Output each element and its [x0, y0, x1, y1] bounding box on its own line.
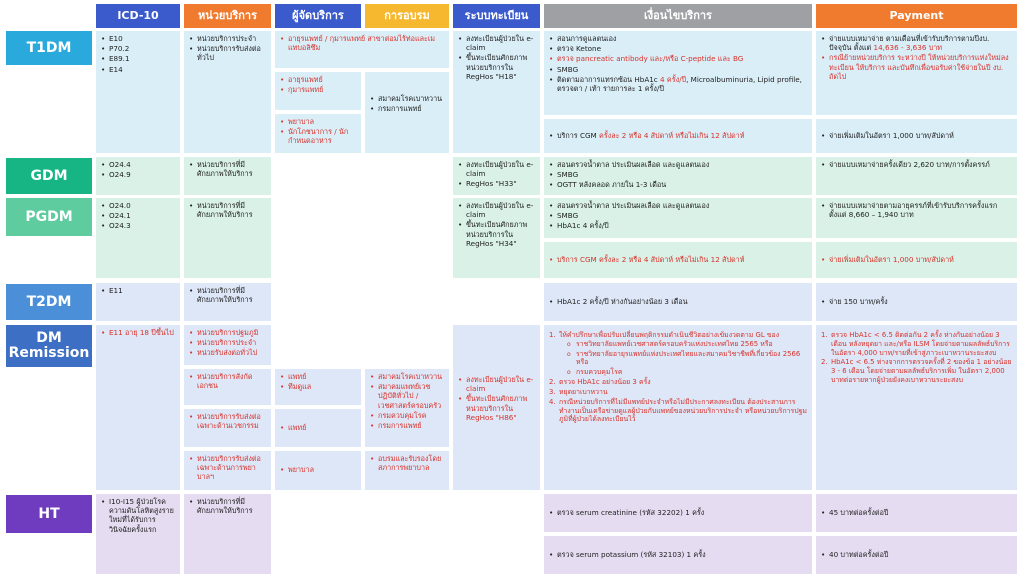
list-item: • O24.0	[101, 201, 175, 210]
gdm-icd	[96, 157, 180, 195]
list-item: • หน่วยบริการที่มีศักยภาพให้บริการ	[189, 201, 266, 219]
list-item: • อายุรแพทย์ / กุมารแพทย์ สาขาต่อมไร้ท่อและเมแทบอลิซึม	[280, 34, 444, 52]
header-conditions: เงื่อนไขบริการ	[544, 4, 812, 28]
list-item: • หน่วยบริการที่มีศักยภาพให้บริการ	[189, 160, 266, 178]
t2dm-unit	[184, 283, 271, 321]
list-item: • หน่วยบริการรับส่งต่อเฉพาะด้านการพยาบาลฯ	[189, 454, 266, 482]
list-item: • E11	[101, 286, 175, 295]
gdm-conditions	[544, 157, 812, 195]
list-item: • หน่วยบริการสังกัดเอกชน	[189, 372, 266, 390]
t1dm-cgm-payment	[816, 119, 1017, 153]
ht-condition-potassium	[544, 536, 812, 574]
list-item: • O24.3	[101, 221, 175, 230]
header-payment: Payment	[816, 4, 1017, 28]
list-item: • กรมควบคุมโรค	[370, 411, 444, 420]
pgdm-conditions	[544, 198, 812, 238]
ht-payment-potassium	[816, 536, 1017, 574]
list-item: o กรมควบคุมโรค	[567, 368, 807, 377]
gdm-payment	[816, 157, 1017, 195]
text: 14,636 - 3,636 บาท	[873, 43, 943, 53]
list-item: • SMBG	[549, 211, 807, 220]
list-item: • กรมการแพทย์	[370, 421, 444, 430]
list-item: • HbA1c 4 ครั้ง/ปี	[549, 221, 807, 230]
row-label-t1dm: T1DM	[6, 31, 92, 65]
list-item: • ลงทะเบียนผู้ป่วยใน e-claim	[458, 201, 535, 219]
gdm-registry	[453, 157, 540, 195]
list-item: • อบรมและรับรองโดยสภาการพยาบาล	[370, 454, 444, 472]
list-item: 2. ตรวจ HbA1c อย่างน้อย 3 ครั้ง	[549, 378, 807, 387]
list-item: • P70.2	[101, 44, 175, 53]
row-label-pgdm: PGDM	[6, 198, 92, 236]
list-item: • หน่วยบริการรับส่งต่อทั่วไป	[189, 44, 266, 62]
list-item	[549, 75, 807, 93]
gdm-unit	[184, 157, 271, 195]
ht-unit	[184, 494, 271, 574]
pgdm-cgm-payment	[816, 242, 1017, 278]
list-item: • E11 อายุ 18 ปีขึ้นไป	[101, 328, 175, 337]
list-item: • E89.1	[101, 54, 175, 63]
list-item: • สมาคมแพทย์เวชปฏิบัติทั่วไป / เวชศาสตร์ครอบครัว	[370, 382, 444, 410]
list-item: • SMBG	[549, 65, 807, 74]
remission-unit-d	[184, 451, 271, 490]
list-item: • ตรวจ serum potassium (รหัส 32103) 1 ครั้ง	[549, 550, 706, 559]
list-item: • ลงทะเบียนผู้ป่วยใน e-claim	[458, 34, 535, 52]
list-item: • O24.4	[101, 160, 175, 169]
list-item: • ขึ้นทะเบียนศักยภาพหน่วยบริการใน RegHos "H86"	[458, 394, 535, 422]
list-item: • สมาคมโรคเบาหวาน	[370, 372, 444, 381]
list-item: • หน่วยบริการที่มีศักยภาพให้บริการ	[189, 497, 266, 515]
list-item: • บริการ CGM ครั้งละ 2 หรือ 4 สัปดาห์ หรือไม่เกิน 12 สัปดาห์	[549, 255, 744, 264]
list-item: • สอนการดูแลตนเอง	[549, 34, 807, 43]
list-item: • 45 บาทต่อครั้งต่อปี	[821, 508, 888, 517]
list-item	[549, 331, 807, 377]
list-item: • จ่ายแบบเหมาจ่ายตามอายุครรภ์ที่เข้ารับบริการครั้งแรก ตั้งแต่ 8,660 – 1,940 บาท	[821, 201, 1012, 219]
t1dm-provider-c	[275, 114, 361, 153]
list-item: • อายุรแพทย์	[280, 75, 356, 84]
list-item: • จ่ายแบบเหมาจ่ายครั้งเดียว 2,620 บาท/การตั้งครรภ์	[821, 160, 1012, 169]
row-label-gdm: GDM	[6, 158, 92, 194]
header-training: การอบรม	[365, 4, 449, 28]
list-item: • หน่วยรับส่งต่อทั่วไป	[189, 348, 266, 357]
list-item: • ตรวจ pancreatic antibody และ/หรือ C-peptide และ BG	[549, 54, 807, 63]
remission-training-b	[365, 369, 449, 447]
list-item	[821, 34, 1012, 52]
list-item: • ลงทะเบียนผู้ป่วยใน e-claim	[458, 375, 535, 393]
list-item	[549, 131, 744, 140]
header-unit: หน่วยบริการ	[184, 4, 271, 28]
list-item: • O24.1	[101, 211, 175, 220]
header-provider: ผู้จัดบริการ	[275, 4, 361, 28]
header-registry: ระบบทะเบียน	[453, 4, 540, 28]
t1dm-icd	[96, 31, 180, 153]
t1dm-payment	[816, 31, 1017, 115]
list-item: • นักโภชนาการ / นักกำหนดอาหาร	[280, 127, 356, 145]
list-item: • พยาบาล	[280, 465, 314, 474]
list-item: • จ่าย 150 บาท/ครั้ง	[821, 297, 888, 306]
ht-icd	[96, 494, 180, 574]
list-item: • แพทย์	[280, 423, 306, 432]
list-item: • หน่วยบริการประจำ	[189, 338, 266, 347]
list-item: • ลงทะเบียนผู้ป่วยใน e-claim	[458, 160, 535, 178]
pgdm-icd	[96, 198, 180, 278]
list-item: • 40 บาทต่อครั้งต่อปี	[821, 550, 888, 559]
remission-conditions	[544, 325, 812, 490]
t2dm-icd	[96, 283, 180, 321]
remission-provider-c	[275, 409, 361, 447]
t1dm-registry	[453, 31, 540, 153]
remission-registry	[453, 325, 540, 490]
remission-payment	[816, 325, 1017, 490]
list-item: • สมาคมโรคเบาหวาน	[370, 94, 444, 103]
list-item: • สอนตรวจน้ำตาล ประเมินผลเลือด และดูแลตนเอง	[549, 160, 807, 169]
list-item: • จ่ายเพิ่มเติมในอัตรา 1,000 บาท/สัปดาห์	[821, 255, 954, 264]
t1dm-training	[365, 72, 449, 153]
row-label-t2dm: T2DM	[6, 284, 92, 320]
pgdm-unit	[184, 198, 271, 278]
remission-unit-a	[184, 325, 271, 365]
pgdm-payment	[816, 198, 1017, 238]
list-item: • OGTT หลังคลอด ภายใน 1-3 เดือน	[549, 180, 807, 189]
list-item: • จ่ายเพิ่มเติมในอัตรา 1,000 บาท/สัปดาห์	[821, 131, 954, 140]
header-icd: ICD-10	[96, 4, 180, 28]
t2dm-payment	[816, 283, 1017, 321]
text: ติดตามอาการแทรกซ้อน HbA1c	[557, 74, 661, 84]
text: บริการ CGM	[557, 130, 600, 140]
list-item: • หน่วยบริการประจำ	[189, 34, 266, 43]
text: 4 ครั้ง/ปี	[660, 74, 687, 84]
remission-provider-b	[275, 369, 361, 405]
list-item: 3. หยุดยาเบาหวาน	[549, 388, 807, 397]
remission-unit-c	[184, 409, 271, 447]
list-item: • หน่วยบริการปฐมภูมิ	[189, 328, 266, 337]
list-item: • กุมารแพทย์	[280, 85, 356, 94]
list-item: • ตรวจ serum creatinine (รหัส 32202) 1 ครั้ง	[549, 508, 704, 517]
list-item: o ราชวิทยาลัยอายุรแพทย์แห่งประเทศไทยและสมาคมวิชาชีพที่เกี่ยวข้อง 2566 หรือ	[567, 350, 807, 368]
row-label-ht: HT	[6, 495, 92, 533]
row-label-remission: Remission	[8, 345, 90, 361]
list-item: • กรณีย้ายหน่วยบริการ ระหว่างปี ให้หน่วยบริการแห่งใหม่ลงทะเบียน ให้บริการ และบันทึกเพื่อขอรับค่าใช้จ่ายในปี งบ. ถัดไป	[821, 53, 1012, 81]
list-item: • ขึ้นทะเบียนศักยภาพหน่วยบริการใน RegHos "H34"	[458, 220, 535, 248]
pgdm-registry	[453, 198, 540, 278]
text: , Microalbuminuria, Lipid profile, ตรวจตา / เท้า รายการละ 1 ครั้ง/ปี	[557, 74, 802, 94]
list-item: • ทีมดูแล	[280, 382, 356, 391]
t1dm-provider-a	[275, 31, 449, 68]
remission-unit-b	[184, 369, 271, 405]
list-item: • SMBG	[549, 170, 807, 179]
t1dm-provider-b	[275, 72, 361, 110]
list-item: • E14	[101, 65, 175, 74]
t1dm-unit	[184, 31, 271, 153]
row-label-dm-remission	[6, 325, 92, 367]
row-label-dm: DM	[36, 330, 62, 347]
list-item: 2. HbA1c < 6.5 ห่างจากการตรวจครั้งที่ 2 ของข้อ 1 อย่างน้อย 3 - 6 เดือน โดยจ่ายตามผลลัพธ์บริการเพิ่ม ในอัตรา 2,000 บาทต่อรายหากผู้ป่วยยังคงเบาหวานระยะสงบ	[821, 358, 1012, 384]
t2dm-conditions	[544, 283, 812, 321]
list-item: • กรมการแพทย์	[370, 104, 444, 113]
list-item: • พยาบาล	[280, 117, 356, 126]
list-item: • สอนตรวจน้ำตาล ประเมินผลเลือด และดูแลตนเอง	[549, 201, 807, 210]
list-item: • HbA1c 2 ครั้ง/ปี ห่างกันอย่างน้อย 3 เดือน	[549, 297, 688, 306]
ht-payment-creatinine	[816, 494, 1017, 532]
list-item: 4. กรณีหน่วยบริการที่ไม่มีแพทย์ประจำหรือไม่มีประกาศลงทะเบียน ต้องประสานการทำงานเป็นเครือข่ายดูแลผู้ป่วยกับแพทย์ของหน่วยบริการประจำ หรือหน่วยบริการปฐมภูมิที่ผู้ป่วยได้ลงทะเบียนไว้	[549, 398, 807, 424]
list-item: • หน่วยบริการที่มีศักยภาพให้บริการ	[189, 286, 266, 304]
list-item: • RegHos "H33"	[458, 179, 535, 188]
list-item: 1. ตรวจ HbA1c < 6.5 ติดต่อกัน 2 ครั้ง ห่างกันอย่างน้อย 3 เดือน หลังหยุดยา และ/หรือ ILSM โดยจ่ายตามผลลัพธ์บริการในอัตรา 4,000 บาท/รายที่เข้าสู่ภาวะเบาหวานระยะสงบ	[821, 331, 1012, 357]
list-item: • O24.9	[101, 170, 175, 179]
remission-training-d	[365, 451, 449, 490]
text: จ่ายแบบเหมาจ่าย ตามเดือนที่เข้ารับบริการตามปีงบ. ปัจจุบัน ตั้งแต่	[829, 34, 990, 53]
list-item: • I10-I15 ผู้ป่วยโรคความดันโลหิตสูงรายใหม่ที่ได้รับการวินิจฉัยครั้งแรก	[101, 497, 175, 534]
list-item: • แพทย์	[280, 372, 356, 381]
list-item: • E10	[101, 34, 175, 43]
text: ให้คำปรึกษาเพื่อปรับเปลี่ยนพฤติกรรมดำเนินชีวิตอย่างเข้มงวดตาม GL ของ	[559, 331, 780, 339]
list-item: • ขึ้นทะเบียนศักยภาพหน่วยบริการใน RegHos "H18"	[458, 53, 535, 81]
remission-provider-d	[275, 451, 361, 490]
text: ครั้งละ 2 หรือ 4 สัปดาห์ หรือไม่เกิน 12 สัปดาห์	[599, 130, 745, 140]
list-item: • ตรวจ Ketone	[549, 44, 807, 53]
remission-icd	[96, 325, 180, 490]
t1dm-cgm-condition	[544, 119, 812, 153]
list-item: o ราชวิทยาลัยแพทย์เวชศาสตร์ครอบครัวแห่งประเทศไทย 2565 หรือ	[567, 340, 807, 349]
pgdm-cgm-condition	[544, 242, 812, 278]
ht-condition-creatinine	[544, 494, 812, 532]
t1dm-conditions	[544, 31, 812, 115]
list-item: • หน่วยบริการรับส่งต่อเฉพาะด้านเวชกรรม	[189, 412, 266, 430]
